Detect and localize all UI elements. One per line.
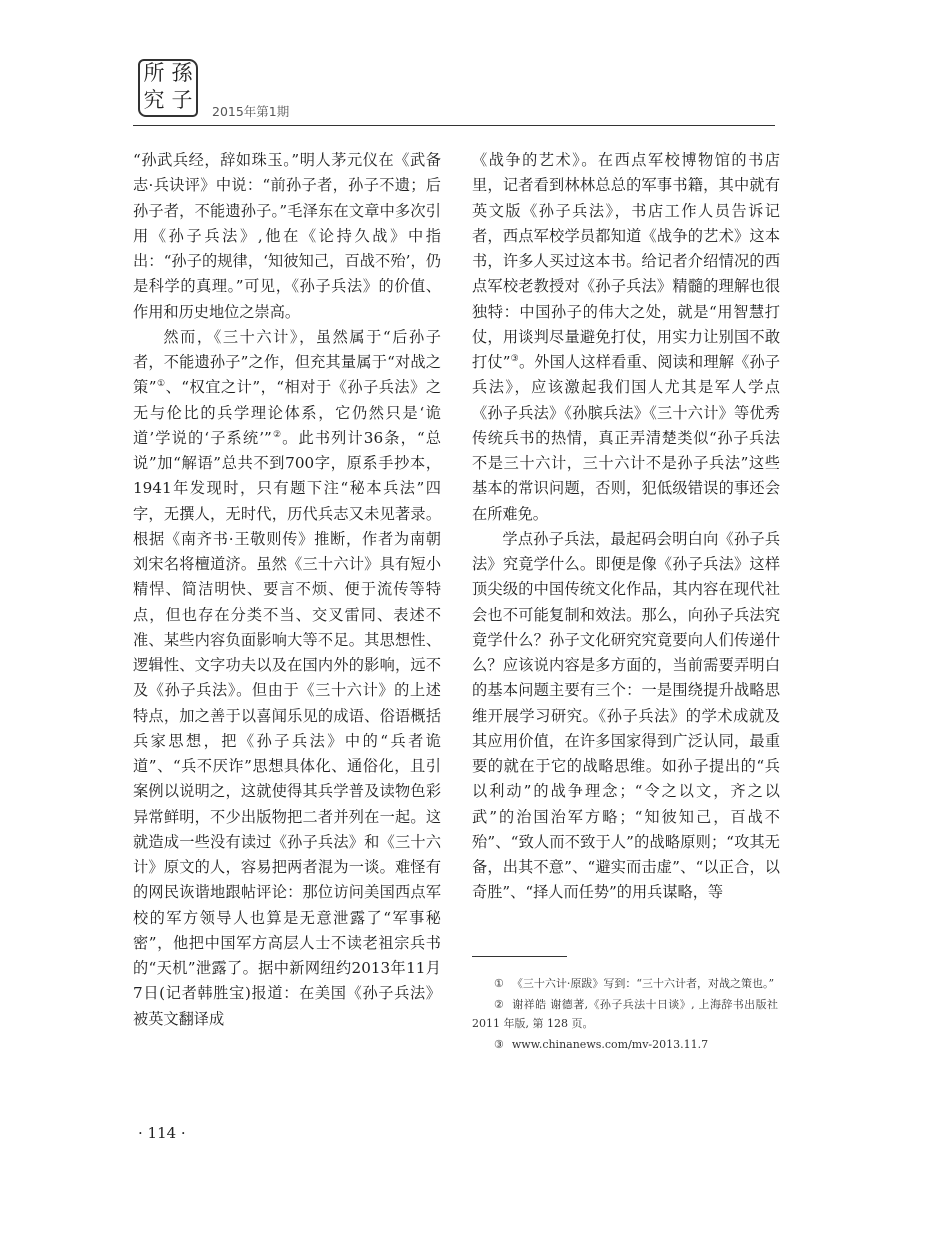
logo-char: 子 [171,88,193,112]
paragraph-text: 。外国人这样看重、阅读和理解《孙子兵法》，应该激起我们国人尤其是军人学点《孙子兵法》《孙膑兵法》《三十六计》等优秀传统兵书的热情，真正弄清楚类似“孙子兵法不是三十六计，三十六计不是孙子兵法”这些基本的常识问题，否则，犯低级错误的事还会在所难免。 [472,353,780,523]
paragraph-text: “孙武兵经，辞如珠玉。”明人茅元仪在《武备志·兵诀评》中说：“前孙子者，孙子不遗；后孙子者，不能遗孙子。”毛泽东在文章中多次引用《孙子兵法》,他在《论持久战》中指出：“孙子的规律，‘知彼知己，百战不殆’，仍是科学的真理。”可见，《孙子兵法》的价值、作用和历史地位之崇高。 [133,151,441,321]
issue-label: 2015年第1期 [212,104,290,119]
logo-char: 所 [143,61,165,85]
paragraph-text: 然而，《三十六计》，虽然属于“后孙子者，不能遗孙子”之作，但充其量属于“对战之策” [133,327,441,397]
journal-logo [138,59,198,117]
paragraph-text: 。此书列计36条，“总说”加“解语”总共不到700字，原系手抄本，1941年发现时，只有题下注“秘本兵法”四字，无撰人，无时代，历代兵志又未见著录。根据《南齐书·王敬则传》推断，作者为南朝刘宋名将檀道济。虽然《三十六计》具有短小精悍、简洁明快、要言不烦、便于流传等特点，但也存在分类不当、交叉雷同、表述不准、某些内容负面影响大等不足。其思想性、逻辑性、文字功夫以及在国内外的影响，远不及《孙子兵法》。但由于《三十六计》的上述特点，加之善于以喜闻乐见的成语、俗语概括兵家思想，把《孙子兵法》中的“兵者诡道”、“兵不厌诈”思想具体化、通俗化，且引案例以说明之，这就使得其兵学普及读物色彩异常鲜明，不少出版物把二者并列在一起。这就造成一些没有读过《孙子兵法》和《三十六计》原文的人，容易把两者混为一谈。难怪有的网民诙谐地跟帖评论：那位访问美国西点军校的军方领导人也算是无意泄露了“军事秘密”，他把中国军方高层人士不读老祖宗兵书的“天机”泄露了。据中新网纽约2013年11月7日(记者韩胜宝)报道：在美国《孙子兵法》被英文翻译成 [133,428,442,1028]
paragraph [133,325,441,1032]
header-divider [133,125,775,126]
footnote [472,1035,778,1054]
paragraph-text: 、“权宜之计”，“相对于《孙子兵法》之无与伦比的兵学理论体系，它仍然只是‘诡道’学说的‘子系统’” [133,378,442,447]
footnotes [472,974,778,1056]
paragraph [133,148,441,325]
footnote-ref[interactable]: ② [271,429,283,440]
logo-char: 究 [143,88,165,112]
right-column [472,148,780,906]
paragraph [472,148,780,527]
paragraph-text: 《战争的艺术》。在西点军校博物馆的书店里，记者看到林林总总的军事书籍，其中就有英文版《孙子兵法》，书店工作人员告诉记者，西点军校学员都知道《战争的艺术》这本书，许多人买过这本书。给记者介绍情况的西点军校老教授对《孙子兵法》精髓的理解也很独特：中国孙子的伟大之处，就是“用智慧打仗，用谈判尽量避免打仗，用实力让别国不敢打仗” [472,151,780,371]
footnote-text: 《三十六计·原跋》写到：“三十六计者，对战之策也。” [511,977,775,990]
footnote-divider [472,956,567,957]
footnote-text: 谢祥皓 谢德著,《孙子兵法十日谈》, 上海辞书出版社 2011 年版, 第 128 页。 [472,998,778,1030]
left-column [133,148,441,1032]
footnote-number: ③ [494,1038,504,1051]
page-number: · 114 · [138,1124,186,1142]
footnote-number: ① [494,977,504,990]
footnote-link[interactable]: www.chinanews.com/mv-2013.11.7 [511,1038,709,1051]
logo-char: 孫 [171,61,193,85]
footnote-ref[interactable]: ① [156,379,166,390]
footnote [472,974,778,993]
footnote [472,995,778,1033]
footnote-number: ② [494,998,505,1011]
paragraph-text: 学点孙子兵法，最起码会明白向《孙子兵法》究竟学什么。即便是像《孙子兵法》这样顶尖级的中国传统文化作品，其内容在现代社会也不可能复制和效法。那么，向孙子兵法究竟学什么？孙子文化研究究竟要向人们传递什么？应该说内容是多方面的，当前需要弄明白的基本问题主要有三个：一是围绕提升战略思维开展学习研究。《孙子兵法》的学术成就及其应用价值，在许多国家得到广泛认同，最重要的就在于它的战略思维。如孙子提出的“兵以利动”的战争理念；“令之以文，齐之以武”的治国治军方略；“知彼知己，百战不殆”、“致人而不致于人”的战略原则；“攻其无备，出其不意”、“避实而击虚”、“以正合，以奇胜”、“择人而任势”的用兵谋略，等 [472,529,780,902]
footnote-ref[interactable]: ③ [510,353,519,364]
paragraph [472,527,780,906]
